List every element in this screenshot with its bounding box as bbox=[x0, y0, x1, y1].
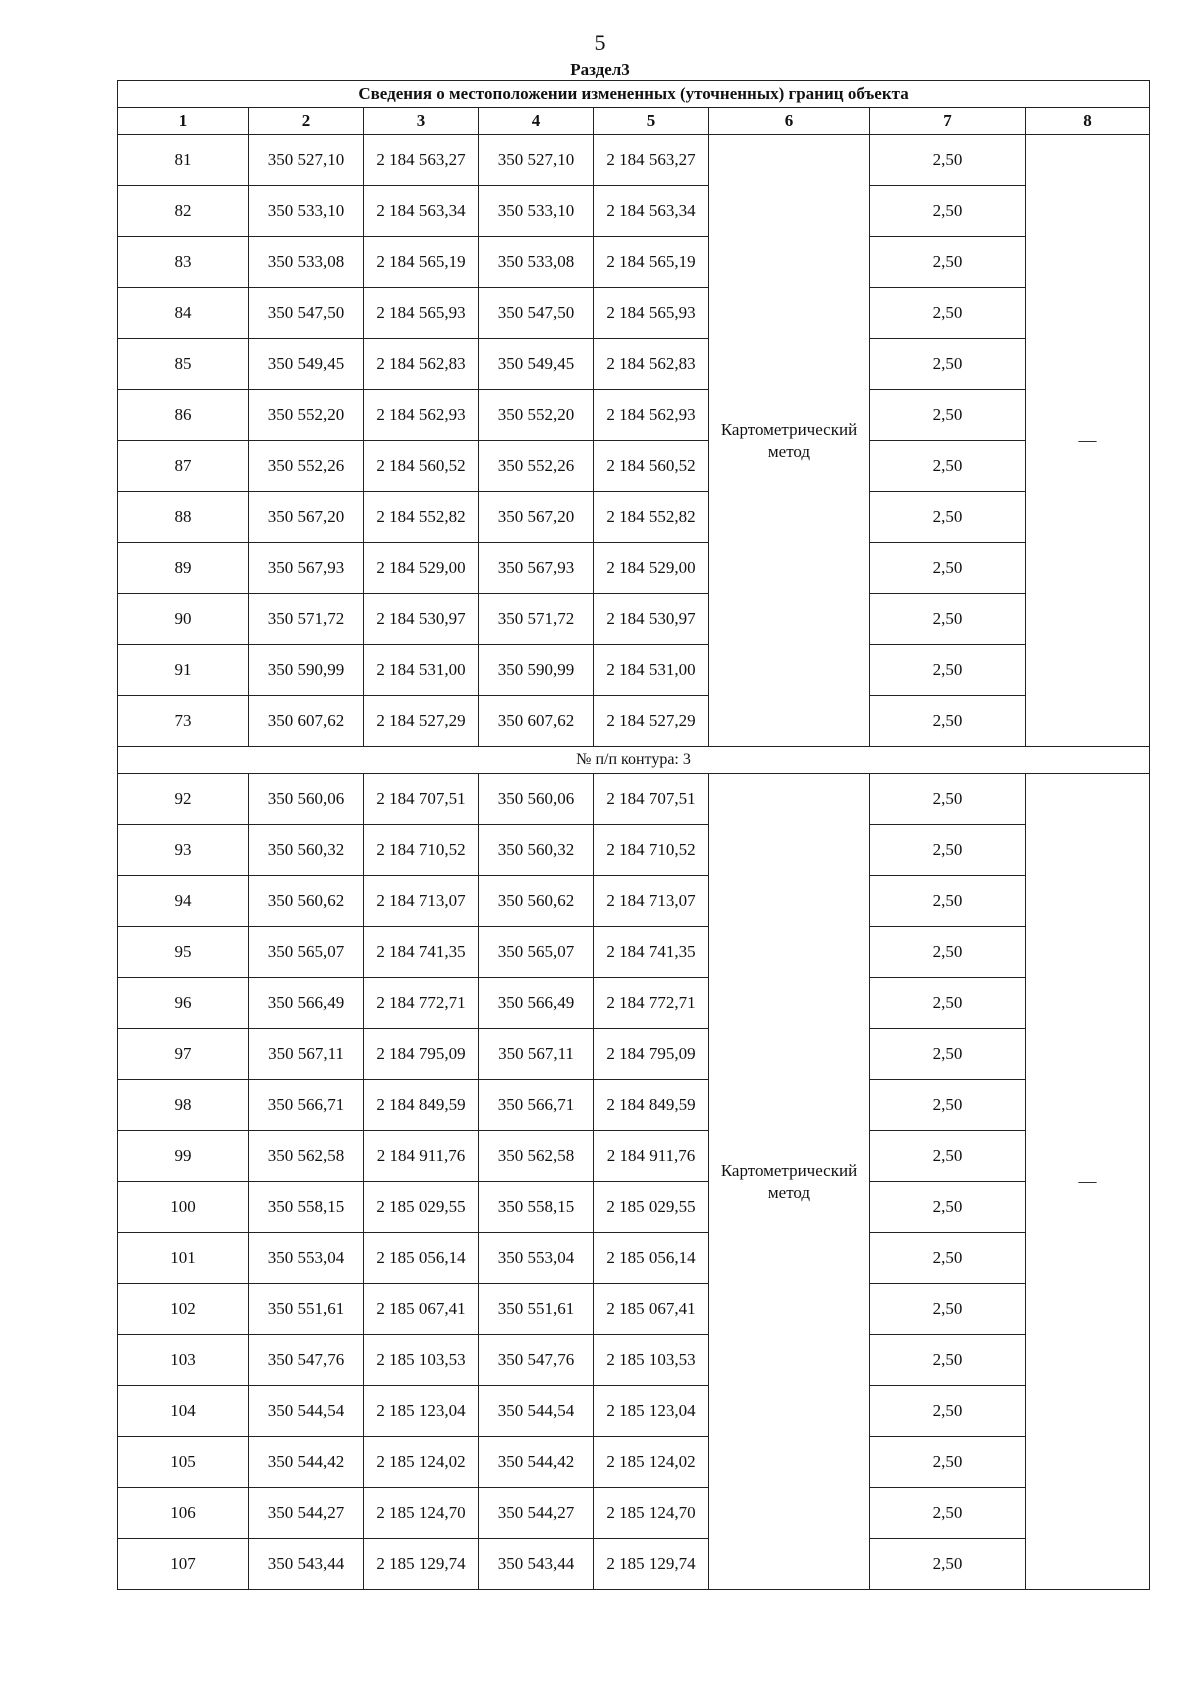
y-new-cell: 2 184 795,09 bbox=[594, 1029, 709, 1080]
y-new-cell: 2 184 710,52 bbox=[594, 825, 709, 876]
x-existing-cell: 350 533,08 bbox=[249, 237, 364, 288]
x-existing-cell: 350 547,76 bbox=[249, 1335, 364, 1386]
table-row bbox=[118, 1386, 1150, 1437]
y-existing-cell: 2 184 562,83 bbox=[364, 339, 479, 390]
point-number-cell: 82 bbox=[118, 186, 249, 237]
x-new-cell: 350 543,44 bbox=[479, 1539, 594, 1590]
point-number-cell: 106 bbox=[118, 1488, 249, 1539]
y-existing-cell: 2 185 124,02 bbox=[364, 1437, 479, 1488]
point-number-cell: 97 bbox=[118, 1029, 249, 1080]
y-new-cell: 2 185 124,70 bbox=[594, 1488, 709, 1539]
section-title: Раздел3 bbox=[570, 60, 630, 79]
y-new-cell: 2 184 527,29 bbox=[594, 696, 709, 747]
y-new-cell: 2 184 772,71 bbox=[594, 978, 709, 1029]
table-row bbox=[118, 186, 1150, 237]
precision-cell: 2,50 bbox=[870, 1488, 1026, 1539]
y-new-cell: 2 184 911,76 bbox=[594, 1131, 709, 1182]
y-new-cell: 2 184 713,07 bbox=[594, 876, 709, 927]
y-new-cell: 2 184 849,59 bbox=[594, 1080, 709, 1131]
point-number-cell: 89 bbox=[118, 543, 249, 594]
precision-cell: 2,50 bbox=[870, 1233, 1026, 1284]
precision-cell: 2,50 bbox=[870, 441, 1026, 492]
y-existing-cell: 2 184 565,19 bbox=[364, 237, 479, 288]
table-row bbox=[118, 696, 1150, 747]
precision-cell: 2,50 bbox=[870, 390, 1026, 441]
x-existing-cell: 350 565,07 bbox=[249, 927, 364, 978]
x-existing-cell: 350 551,61 bbox=[249, 1284, 364, 1335]
table-row bbox=[118, 1131, 1150, 1182]
column-number: 8 bbox=[1026, 108, 1150, 135]
x-existing-cell: 350 552,20 bbox=[249, 390, 364, 441]
precision-cell: 2,50 bbox=[870, 927, 1026, 978]
x-new-cell: 350 566,49 bbox=[479, 978, 594, 1029]
y-new-cell: 2 184 562,83 bbox=[594, 339, 709, 390]
precision-cell: 2,50 bbox=[870, 1080, 1026, 1131]
point-number-cell: 105 bbox=[118, 1437, 249, 1488]
y-existing-cell: 2 184 772,71 bbox=[364, 978, 479, 1029]
y-new-cell: 2 185 029,55 bbox=[594, 1182, 709, 1233]
x-existing-cell: 350 527,10 bbox=[249, 135, 364, 186]
table-row bbox=[118, 1233, 1150, 1284]
column-number-row bbox=[118, 108, 1150, 135]
y-existing-cell: 2 185 103,53 bbox=[364, 1335, 479, 1386]
x-existing-cell: 350 560,62 bbox=[249, 876, 364, 927]
table-row bbox=[118, 492, 1150, 543]
table-row bbox=[118, 1488, 1150, 1539]
column-number: 7 bbox=[870, 108, 1026, 135]
table-row bbox=[118, 339, 1150, 390]
y-existing-cell: 2 184 531,00 bbox=[364, 645, 479, 696]
y-new-cell: 2 184 531,00 bbox=[594, 645, 709, 696]
point-number-cell: 94 bbox=[118, 876, 249, 927]
y-new-cell: 2 184 565,19 bbox=[594, 237, 709, 288]
point-number-cell: 102 bbox=[118, 1284, 249, 1335]
precision-cell: 2,50 bbox=[870, 1335, 1026, 1386]
x-existing-cell: 350 544,54 bbox=[249, 1386, 364, 1437]
y-new-cell: 2 184 565,93 bbox=[594, 288, 709, 339]
table-row bbox=[118, 825, 1150, 876]
column-8-cell: — bbox=[1026, 135, 1150, 747]
y-new-cell: 2 184 530,97 bbox=[594, 594, 709, 645]
precision-cell: 2,50 bbox=[870, 339, 1026, 390]
precision-cell: 2,50 bbox=[870, 594, 1026, 645]
x-new-cell: 350 527,10 bbox=[479, 135, 594, 186]
x-existing-cell: 350 533,10 bbox=[249, 186, 364, 237]
column-8-cell: — bbox=[1026, 774, 1150, 1590]
x-existing-cell: 350 566,49 bbox=[249, 978, 364, 1029]
y-existing-cell: 2 184 849,59 bbox=[364, 1080, 479, 1131]
y-existing-cell: 2 185 129,74 bbox=[364, 1539, 479, 1590]
page-number: 5 bbox=[594, 30, 606, 55]
precision-cell: 2,50 bbox=[870, 1029, 1026, 1080]
x-new-cell: 350 566,71 bbox=[479, 1080, 594, 1131]
y-existing-cell: 2 184 565,93 bbox=[364, 288, 479, 339]
x-existing-cell: 350 590,99 bbox=[249, 645, 364, 696]
precision-cell: 2,50 bbox=[870, 774, 1026, 825]
y-new-cell: 2 184 552,82 bbox=[594, 492, 709, 543]
y-new-cell: 2 184 562,93 bbox=[594, 390, 709, 441]
x-new-cell: 350 544,54 bbox=[479, 1386, 594, 1437]
y-existing-cell: 2 184 563,27 bbox=[364, 135, 479, 186]
y-new-cell: 2 184 741,35 bbox=[594, 927, 709, 978]
contour-row bbox=[118, 747, 1150, 774]
x-new-cell: 350 544,27 bbox=[479, 1488, 594, 1539]
x-new-cell: 350 562,58 bbox=[479, 1131, 594, 1182]
x-existing-cell: 350 558,15 bbox=[249, 1182, 364, 1233]
table-row bbox=[118, 441, 1150, 492]
column-number: 1 bbox=[118, 108, 249, 135]
y-existing-cell: 2 184 911,76 bbox=[364, 1131, 479, 1182]
x-new-cell: 350 560,32 bbox=[479, 825, 594, 876]
x-new-cell: 350 533,10 bbox=[479, 186, 594, 237]
x-new-cell: 350 552,26 bbox=[479, 441, 594, 492]
table-row bbox=[118, 1029, 1150, 1080]
y-existing-cell: 2 184 741,35 bbox=[364, 927, 479, 978]
x-existing-cell: 350 567,93 bbox=[249, 543, 364, 594]
point-number-cell: 95 bbox=[118, 927, 249, 978]
y-existing-cell: 2 184 552,82 bbox=[364, 492, 479, 543]
x-new-cell: 350 560,62 bbox=[479, 876, 594, 927]
point-number-cell: 100 bbox=[118, 1182, 249, 1233]
precision-cell: 2,50 bbox=[870, 135, 1026, 186]
table-row bbox=[118, 288, 1150, 339]
x-existing-cell: 350 560,32 bbox=[249, 825, 364, 876]
table-row bbox=[118, 876, 1150, 927]
x-new-cell: 350 533,08 bbox=[479, 237, 594, 288]
x-new-cell: 350 571,72 bbox=[479, 594, 594, 645]
column-number: 2 bbox=[249, 108, 364, 135]
y-existing-cell: 2 184 563,34 bbox=[364, 186, 479, 237]
x-existing-cell: 350 544,42 bbox=[249, 1437, 364, 1488]
y-new-cell: 2 184 563,34 bbox=[594, 186, 709, 237]
y-existing-cell: 2 185 124,70 bbox=[364, 1488, 479, 1539]
x-existing-cell: 350 547,50 bbox=[249, 288, 364, 339]
column-number: 4 bbox=[479, 108, 594, 135]
y-existing-cell: 2 185 123,04 bbox=[364, 1386, 479, 1437]
x-existing-cell: 350 552,26 bbox=[249, 441, 364, 492]
precision-cell: 2,50 bbox=[870, 237, 1026, 288]
y-existing-cell: 2 185 029,55 bbox=[364, 1182, 479, 1233]
y-new-cell: 2 185 124,02 bbox=[594, 1437, 709, 1488]
point-number-cell: 93 bbox=[118, 825, 249, 876]
x-new-cell: 350 567,20 bbox=[479, 492, 594, 543]
table-row bbox=[118, 390, 1150, 441]
x-new-cell: 350 560,06 bbox=[479, 774, 594, 825]
y-existing-cell: 2 184 795,09 bbox=[364, 1029, 479, 1080]
x-existing-cell: 350 544,27 bbox=[249, 1488, 364, 1539]
y-existing-cell: 2 184 527,29 bbox=[364, 696, 479, 747]
y-new-cell: 2 184 563,27 bbox=[594, 135, 709, 186]
table-row bbox=[118, 978, 1150, 1029]
y-new-cell: 2 184 560,52 bbox=[594, 441, 709, 492]
column-number: 6 bbox=[709, 108, 870, 135]
table-row bbox=[118, 594, 1150, 645]
table-row bbox=[118, 774, 1150, 825]
point-number-cell: 101 bbox=[118, 1233, 249, 1284]
precision-cell: 2,50 bbox=[870, 543, 1026, 594]
x-new-cell: 350 567,11 bbox=[479, 1029, 594, 1080]
x-existing-cell: 350 562,58 bbox=[249, 1131, 364, 1182]
x-new-cell: 350 607,62 bbox=[479, 696, 594, 747]
x-existing-cell: 350 560,06 bbox=[249, 774, 364, 825]
precision-cell: 2,50 bbox=[870, 876, 1026, 927]
method-cell: Картометрический метод bbox=[709, 135, 870, 747]
precision-cell: 2,50 bbox=[870, 978, 1026, 1029]
precision-cell: 2,50 bbox=[870, 1539, 1026, 1590]
table-row bbox=[118, 237, 1150, 288]
precision-cell: 2,50 bbox=[870, 1131, 1026, 1182]
point-number-cell: 104 bbox=[118, 1386, 249, 1437]
table-row bbox=[118, 1539, 1150, 1590]
x-new-cell: 350 544,42 bbox=[479, 1437, 594, 1488]
precision-cell: 2,50 bbox=[870, 696, 1026, 747]
method-cell: Картометрический метод bbox=[709, 774, 870, 1590]
table-row bbox=[118, 927, 1150, 978]
x-existing-cell: 350 571,72 bbox=[249, 594, 364, 645]
x-new-cell: 350 551,61 bbox=[479, 1284, 594, 1335]
y-existing-cell: 2 185 067,41 bbox=[364, 1284, 479, 1335]
x-existing-cell: 350 567,20 bbox=[249, 492, 364, 543]
x-existing-cell: 350 553,04 bbox=[249, 1233, 364, 1284]
point-number-cell: 92 bbox=[118, 774, 249, 825]
table-row bbox=[118, 645, 1150, 696]
point-number-cell: 96 bbox=[118, 978, 249, 1029]
point-number-cell: 88 bbox=[118, 492, 249, 543]
point-number-cell: 86 bbox=[118, 390, 249, 441]
y-new-cell: 2 184 707,51 bbox=[594, 774, 709, 825]
x-existing-cell: 350 607,62 bbox=[249, 696, 364, 747]
x-existing-cell: 350 566,71 bbox=[249, 1080, 364, 1131]
point-number-cell: 98 bbox=[118, 1080, 249, 1131]
point-number-cell: 73 bbox=[118, 696, 249, 747]
precision-cell: 2,50 bbox=[870, 1284, 1026, 1335]
y-existing-cell: 2 184 713,07 bbox=[364, 876, 479, 927]
table-row bbox=[118, 1182, 1150, 1233]
precision-cell: 2,50 bbox=[870, 1386, 1026, 1437]
x-new-cell: 350 549,45 bbox=[479, 339, 594, 390]
table-row bbox=[118, 135, 1150, 186]
y-existing-cell: 2 184 562,93 bbox=[364, 390, 479, 441]
x-existing-cell: 350 543,44 bbox=[249, 1539, 364, 1590]
point-number-cell: 103 bbox=[118, 1335, 249, 1386]
x-new-cell: 350 547,76 bbox=[479, 1335, 594, 1386]
y-new-cell: 2 185 103,53 bbox=[594, 1335, 709, 1386]
x-existing-cell: 350 567,11 bbox=[249, 1029, 364, 1080]
x-new-cell: 350 553,04 bbox=[479, 1233, 594, 1284]
point-number-cell: 85 bbox=[118, 339, 249, 390]
x-new-cell: 350 590,99 bbox=[479, 645, 594, 696]
table-caption: Сведения о местоположении измененных (уточненных) границ объекта bbox=[118, 81, 1150, 108]
table-row bbox=[118, 1335, 1150, 1386]
point-number-cell: 107 bbox=[118, 1539, 249, 1590]
point-number-cell: 81 bbox=[118, 135, 249, 186]
column-number: 3 bbox=[364, 108, 479, 135]
precision-cell: 2,50 bbox=[870, 1437, 1026, 1488]
y-new-cell: 2 185 067,41 bbox=[594, 1284, 709, 1335]
y-new-cell: 2 185 129,74 bbox=[594, 1539, 709, 1590]
y-existing-cell: 2 184 529,00 bbox=[364, 543, 479, 594]
y-existing-cell: 2 184 530,97 bbox=[364, 594, 479, 645]
column-number: 5 bbox=[594, 108, 709, 135]
y-new-cell: 2 185 123,04 bbox=[594, 1386, 709, 1437]
y-existing-cell: 2 185 056,14 bbox=[364, 1233, 479, 1284]
table-body bbox=[118, 135, 1150, 1590]
point-number-cell: 90 bbox=[118, 594, 249, 645]
precision-cell: 2,50 bbox=[870, 186, 1026, 237]
point-number-cell: 87 bbox=[118, 441, 249, 492]
precision-cell: 2,50 bbox=[870, 288, 1026, 339]
x-new-cell: 350 567,93 bbox=[479, 543, 594, 594]
x-new-cell: 350 565,07 bbox=[479, 927, 594, 978]
coordinates-table bbox=[117, 80, 1150, 1590]
contour-label: № п/п контура: 3 bbox=[118, 747, 1150, 774]
x-new-cell: 350 558,15 bbox=[479, 1182, 594, 1233]
precision-cell: 2,50 bbox=[870, 492, 1026, 543]
x-existing-cell: 350 549,45 bbox=[249, 339, 364, 390]
point-number-cell: 84 bbox=[118, 288, 249, 339]
y-existing-cell: 2 184 560,52 bbox=[364, 441, 479, 492]
table-row bbox=[118, 1437, 1150, 1488]
point-number-cell: 83 bbox=[118, 237, 249, 288]
table-row bbox=[118, 1284, 1150, 1335]
y-existing-cell: 2 184 707,51 bbox=[364, 774, 479, 825]
x-new-cell: 350 552,20 bbox=[479, 390, 594, 441]
point-number-cell: 99 bbox=[118, 1131, 249, 1182]
precision-cell: 2,50 bbox=[870, 1182, 1026, 1233]
x-new-cell: 350 547,50 bbox=[479, 288, 594, 339]
table-row bbox=[118, 1080, 1150, 1131]
y-new-cell: 2 185 056,14 bbox=[594, 1233, 709, 1284]
y-existing-cell: 2 184 710,52 bbox=[364, 825, 479, 876]
y-new-cell: 2 184 529,00 bbox=[594, 543, 709, 594]
precision-cell: 2,50 bbox=[870, 825, 1026, 876]
precision-cell: 2,50 bbox=[870, 645, 1026, 696]
table-row bbox=[118, 543, 1150, 594]
point-number-cell: 91 bbox=[118, 645, 249, 696]
